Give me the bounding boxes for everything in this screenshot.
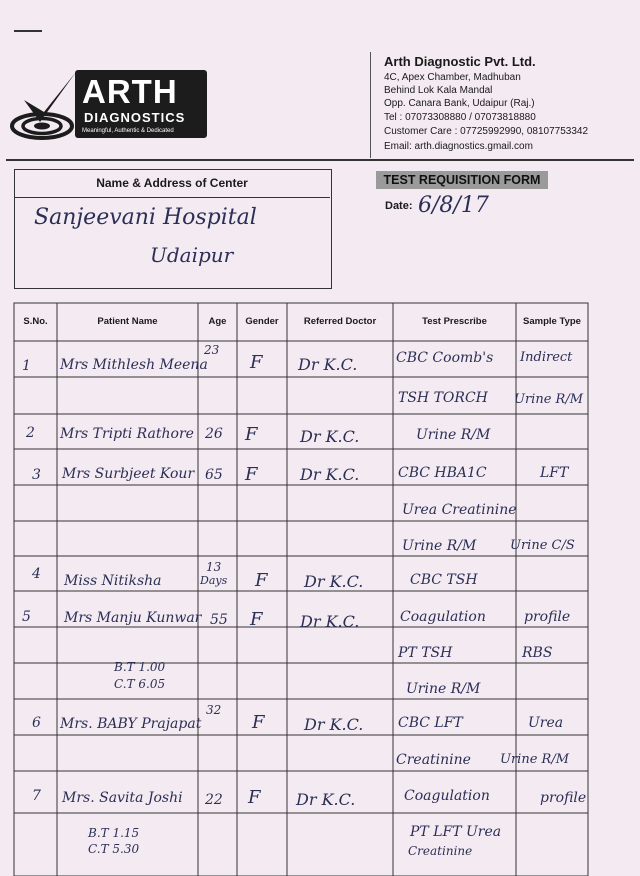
header-gender: Gender [245, 316, 279, 327]
entry-sno: 3 [32, 467, 41, 483]
entry-test: Urine R/M [406, 681, 481, 697]
entry-test: CBC HBA1C [398, 465, 487, 481]
entry-doctor: Dr K.C. [304, 715, 364, 734]
header-age: Age [208, 316, 227, 327]
header-patient-name: Patient Name [97, 316, 158, 327]
entry-test: TSH TORCH [398, 390, 488, 406]
entry-test: Urine R/M [416, 427, 491, 443]
logo-subtext: DIAGNOSTICS [84, 110, 186, 125]
entry-sample: RBS [522, 645, 553, 661]
entry-gender: F [252, 712, 265, 733]
address-line: 4C, Apex Chamber, Madhuban [384, 72, 521, 83]
entry-note: B.T 1.15 [88, 826, 140, 840]
entry-patient-name: Mrs Tripti Rathore [60, 426, 194, 442]
header-sno: S.No. [23, 316, 48, 327]
entry-patient-name: Mrs. BABY Prajapat [60, 716, 202, 732]
entry-doctor: Dr K.C. [304, 572, 364, 591]
entry-sample: Indirect [520, 350, 573, 365]
entry-gender: F [255, 570, 268, 591]
center-heading: Name & Address of Center [14, 169, 330, 198]
entry-gender: F [248, 787, 261, 808]
entry-patient-name: Mrs Manju Kunwar [64, 610, 202, 626]
entry-age: 65 [205, 467, 223, 483]
entry-age: 26 [205, 426, 223, 442]
entry-age: 55 [210, 612, 228, 628]
entry-test: PT LFT Urea [410, 824, 502, 840]
entry-age: 22 [205, 792, 223, 808]
date-value: 6/8/17 [418, 193, 489, 218]
entry-note: C.T 6.05 [114, 677, 166, 691]
entry-test: CBC TSH [410, 572, 478, 588]
entry-test: Urine R/M [402, 538, 477, 554]
entry-sno: 5 [22, 609, 31, 625]
customer-care-line: Customer Care : 07725992990, 08107753342 [384, 126, 589, 137]
entry-sample: profile [540, 790, 587, 806]
entry-gender: F [245, 464, 258, 485]
entry-age-note: Days [200, 574, 228, 587]
entry-test: PT TSH [398, 645, 453, 661]
entry-doctor: Dr K.C. [298, 355, 358, 374]
entry-sample: Urea [528, 715, 564, 731]
entry-note: B.T 1.00 [114, 660, 166, 674]
entry-test: CBC Coomb's [396, 350, 494, 366]
entry-test: Urea Creatinine [402, 502, 517, 518]
entry-test: Coagulation [404, 788, 490, 804]
entry-age: 32 [206, 703, 222, 717]
entry-note: C.T 5.30 [88, 842, 140, 856]
entry-gender: F [250, 609, 263, 630]
logo-text: ARTH [82, 73, 178, 110]
center-city: Udaipur [150, 243, 234, 267]
entry-doctor: Dr K.C. [300, 612, 360, 631]
entry-gender: F [245, 424, 258, 445]
address-line: Opp. Canara Bank, Udaipur (Raj.) [384, 98, 535, 109]
entry-patient-name: Mrs Surbjeet Kour [62, 466, 195, 482]
entry-sno: 7 [32, 788, 41, 804]
entry-doctor: Dr K.C. [296, 790, 356, 809]
phone-line: Tel : 07073308880 / 07073818880 [384, 112, 536, 123]
entry-sno: 2 [26, 425, 35, 441]
entry-sno: 4 [32, 566, 41, 582]
entry-age: 13 [206, 560, 222, 574]
entry-sample: Urine C/S [510, 538, 575, 553]
entry-doctor: Dr K.C. [300, 427, 360, 446]
header-sample-type: Sample Type [523, 316, 581, 327]
logo-tagline: Meaningful, Authentic & Dedicated [82, 128, 174, 134]
entry-sample: Urine R/M [500, 752, 570, 767]
entry-patient-name: Mrs Mithlesh Meena [60, 357, 208, 373]
form-title: TEST REQUISITION FORM [376, 171, 548, 189]
entry-age: 23 [204, 343, 220, 357]
header-referred-doctor: Referred Doctor [303, 316, 377, 327]
entry-sno: 6 [32, 715, 41, 731]
email-line: Email: arth.diagnostics.gmail.com [384, 141, 533, 152]
center-name: Sanjeevani Hospital [34, 205, 257, 230]
date-label: Date: [385, 200, 413, 212]
entry-sno: 1 [22, 358, 31, 374]
entry-sample: profile [524, 609, 571, 625]
entry-gender: F [250, 352, 263, 373]
address-line: Behind Lok Kala Mandal [384, 85, 493, 96]
entry-test: CBC LFT [398, 715, 463, 731]
company-name: Arth Diagnostic Pvt. Ltd. [384, 54, 536, 69]
entry-patient-name: Mrs. Savita Joshi [62, 790, 183, 806]
entry-doctor: Dr K.C. [300, 465, 360, 484]
entry-patient-name: Miss Nitiksha [64, 573, 162, 589]
entry-sample: LFT [540, 465, 569, 481]
entry-test: Coagulation [400, 609, 486, 625]
entry-sample: Urine R/M [514, 392, 584, 407]
entry-test: Creatinine [396, 752, 471, 768]
header-test-prescribe: Test Prescribe [422, 316, 487, 327]
entry-test: Creatinine [408, 844, 473, 858]
